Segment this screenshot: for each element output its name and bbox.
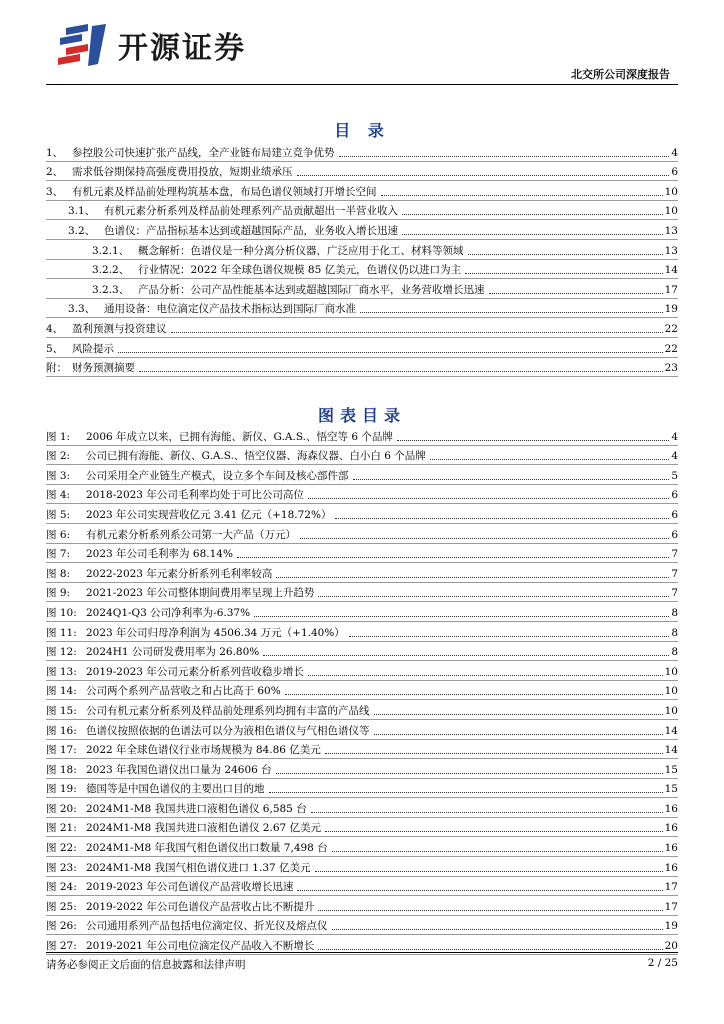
entry-title: 有机元素及样品前处理构筑基本盘，布局色谱仪领域打开增长空间 [72,185,377,198]
dot-leader [237,556,669,558]
figure-entry[interactable] [46,740,678,760]
entry-page: 15 [664,783,678,796]
entry-number: 图 22: [46,842,77,855]
entry-title: 2023 年公司毛利率为 68.14% [86,548,233,561]
entry-page: 5 [671,469,678,482]
entry-page: 10 [664,704,678,717]
entry-number: 图 6: [46,528,71,541]
entry-page: 13 [664,244,678,257]
entry-page: 8 [671,626,678,639]
dot-leader [300,537,669,539]
entry-number: 图 11: [46,626,77,639]
dot-leader [349,635,670,637]
entry-title: 2022 年全球色谱仪行业市场规模为 84.86 亿美元 [86,744,321,757]
entry-title: 2019-2023 年公司色谱仪产品营收增长迅速 [86,881,294,894]
entry-number: 图 2: [46,450,71,463]
figure-entry[interactable] [46,642,678,662]
entry-number: 3.3、 [68,303,96,316]
entry-page: 19 [664,303,678,316]
figure-entry[interactable] [46,798,678,818]
entry-page: 20 [664,940,678,953]
figure-entry[interactable] [46,426,678,446]
dot-leader [397,439,669,441]
dot-leader [297,174,670,176]
dot-leader [360,311,663,313]
figure-entry[interactable] [46,916,678,936]
dot-leader [339,155,670,157]
entry-number: 1、 [46,146,64,159]
entry-title: 2024M1-M8 我国共进口液相色谱仪 6,585 台 [86,802,307,815]
entry-page: 16 [664,822,678,835]
figure-entry[interactable] [46,857,678,877]
entry-number: 3.2.2、 [92,264,130,277]
entry-number: 5、 [46,342,64,355]
dot-leader [325,752,663,754]
entry-number: 图 18: [46,763,77,776]
footer-rule [46,952,678,953]
entry-page: 19 [664,920,678,933]
report-type-label: 北交所公司深度报告 [571,68,670,81]
dot-leader [332,850,663,852]
dot-leader [171,331,663,333]
figure-entry[interactable] [46,563,678,583]
dot-leader [311,811,663,813]
figure-entry[interactable] [46,759,678,779]
entry-number: 图 17: [46,744,77,757]
entry-title: 参控股公司快速扩张产品线，全产业链布局建立竞争优势 [72,146,335,159]
entry-title: 2023 年公司归母净利润为 4506.34 万元（+1.40%） [86,626,345,639]
dot-leader [430,458,670,460]
entry-title: 2022-2023 年元素分析系列毛利率较高 [86,567,273,580]
toc-title: 目 录 [334,121,390,140]
entry-page: 14 [664,724,678,737]
entry-title: 风险提示 [72,342,114,355]
header-rule [46,84,678,85]
entry-title: 德国等是中国色谱仪的主要出口目的地 [86,783,265,796]
entry-number: 2、 [46,166,64,179]
entry-number: 3.2.1、 [92,244,130,257]
entry-number: 图 15: [46,704,77,717]
dot-leader [254,615,669,617]
entry-title: 需求低谷期保持高强度费用投放，短期业绩承压 [72,166,293,179]
dot-leader [325,830,663,832]
entry-page: 16 [664,861,678,874]
page-number: 2 / 25 [647,957,678,969]
figure-entry[interactable] [46,602,678,622]
figure-entry[interactable] [46,681,678,701]
entry-title: 通用设备：电位滴定仪产品技术指标达到国际厂商水准 [104,303,356,316]
toc-entry[interactable] [46,181,678,201]
toc-entry[interactable] [46,220,678,240]
entry-title: 行业情况：2022 年全球色谱仪规模 85 亿美元，色谱仪仍以进口为主 [138,264,462,277]
entry-page: 4 [671,450,678,463]
entry-number: 图 25: [46,900,77,913]
entry-page: 6 [671,489,678,502]
entry-number: 图 5: [46,508,71,521]
toc-entry[interactable] [46,240,678,260]
entry-page: 16 [664,802,678,815]
toc-entry[interactable] [46,318,678,338]
entry-number: 图 7: [46,548,71,561]
entry-number: 图 13: [46,665,77,678]
entry-page: 6 [671,528,678,541]
entry-page: 7 [671,548,678,561]
entry-number: 图 10: [46,606,77,619]
entry-title: 2023 年我国色谱仪出口量为 24606 台 [86,763,272,776]
dot-leader [308,497,669,499]
entry-title: 色谱仪：产品指标基本达到或超越国际产品，业务收入增长迅速 [104,224,398,237]
toc-entry[interactable] [46,338,678,358]
toc-entry[interactable] [46,260,678,280]
dot-leader [118,351,663,353]
dot-leader [489,292,663,294]
entry-title: 2019-2022 年公司色谱仪产品营收占比不断提升 [86,900,315,913]
brand-logo [58,22,246,68]
entry-title: 2019-2023 年公司元素分析系列营收稳步增长 [86,665,304,678]
entry-page: 4 [671,146,678,159]
toc-list [46,142,678,377]
dot-leader [269,791,663,793]
dot-leader [276,772,663,774]
logo-mark-icon [58,24,108,66]
dot-leader [308,674,663,676]
dot-leader [374,713,663,715]
figure-entry[interactable] [46,720,678,740]
toc-entry[interactable] [46,299,678,319]
entry-page: 7 [671,567,678,580]
entry-title: 2024M1-M8 我国气相色谱仪进口 1.37 亿美元 [86,861,311,874]
dot-leader [318,909,662,911]
entry-page: 7 [671,587,678,600]
entry-title: 产品分析：公司产品性能基本达到或超越国际厂商水平，业务营收增长迅速 [138,283,485,296]
figure-entry[interactable] [46,622,678,642]
dot-leader [285,693,663,695]
entry-number: 图 9: [46,587,71,600]
toc-entry[interactable] [46,201,678,221]
toc-entry[interactable] [46,358,678,378]
dot-leader [139,370,663,372]
entry-page: 14 [664,264,678,277]
figure-entry[interactable] [46,661,678,681]
dot-leader [318,948,662,950]
entry-page: 23 [664,362,678,375]
entry-number: 图 27: [46,940,77,953]
entry-title: 公司两个系列产品营收之和占比高于 60% [86,685,281,698]
brand-name: 开源证券 [118,31,246,66]
entry-number: 图 24: [46,881,77,894]
entry-title: 盈利预测与投资建议 [72,322,167,335]
entry-number: 图 14: [46,685,77,698]
entry-page: 6 [671,508,678,521]
figure-entry[interactable] [46,837,678,857]
figure-entry[interactable] [46,896,678,916]
entry-number: 图 1: [46,430,71,443]
entry-page: 22 [664,322,678,335]
footer-disclaimer: 请务必参阅正文后面的信息披露和法律声明 [46,959,246,971]
figures-title: 图表目录 [317,406,406,425]
dot-leader [276,576,669,578]
entry-page: 10 [664,185,678,198]
entry-title: 2018-2023 年公司毛利率均处于可比公司高位 [86,489,304,502]
entry-number: 图 23: [46,861,77,874]
figure-entry[interactable] [46,465,678,485]
entry-number: 图 26: [46,920,77,933]
entry-number: 图 8: [46,567,71,580]
entry-page: 10 [664,665,678,678]
figure-entry[interactable] [46,485,678,505]
entry-number: 3.2.3、 [92,283,130,296]
entry-number: 图 21: [46,822,77,835]
entry-title: 公司已拥有海能、新仪、G.A.S.、悟空仪器、海森仪器、白小白 6 个品牌 [86,450,426,463]
entry-number: 3、 [46,185,64,198]
entry-title: 2023 年公司实现营收亿元 3.41 亿元（+18.72%） [86,508,332,521]
entry-number: 4、 [46,322,64,335]
figures-list [46,426,678,955]
entry-page: 6 [671,166,678,179]
toc-entry[interactable] [46,142,678,162]
entry-title: 2006 年成立以来，已拥有海能、新仪、G.A.S.、悟空等 6 个品牌 [86,430,393,443]
entry-title: 有机元素分析系列及样品前处理系列产品贡献超出一半营业收入 [104,205,398,218]
entry-number: 附： [46,362,67,375]
figure-entry[interactable] [46,583,678,603]
dot-leader [297,889,662,891]
entry-number: 3.2、 [68,224,96,237]
entry-page: 16 [664,842,678,855]
entry-title: 色谱仪按照依据的色谱法可以分为液相色谱仪与气相色谱仪等 [86,724,370,737]
entry-page: 10 [664,685,678,698]
entry-title: 2021-2023 年公司整体期间费用率呈现上升趋势 [86,587,315,600]
entry-page: 17 [664,900,678,913]
entry-title: 2024M1-M8 我国共进口液相色谱仪 2.67 亿美元 [86,822,322,835]
dot-leader [335,517,669,519]
figure-entry[interactable] [46,524,678,544]
entry-title: 2024Q1-Q3 公司净利率为-6.37% [86,606,251,619]
entry-page: 8 [671,606,678,619]
entry-number: 图 4: [46,489,71,502]
dot-leader [263,654,669,656]
dot-leader [381,194,663,196]
entry-number: 3.1、 [68,205,96,218]
entry-page: 17 [664,283,678,296]
entry-page: 17 [664,881,678,894]
entry-page: 15 [664,763,678,776]
dot-leader [402,233,663,235]
entry-title: 2019-2021 年公司电位滴定仪产品收入不断增长 [86,940,315,953]
entry-title: 公司通用系列产品包括电位滴定仪、折光仪及熔点仪 [86,920,328,933]
dot-leader [353,478,670,480]
dot-leader [315,870,663,872]
entry-title: 公司有机元素分析系列及样品前处理系列均拥有丰富的产品线 [86,704,370,717]
entry-number: 图 12: [46,646,77,659]
dot-leader [465,272,663,274]
entry-page: 10 [664,205,678,218]
figure-entry[interactable] [46,877,678,897]
figure-entry[interactable] [46,544,678,564]
entry-page: 14 [664,744,678,757]
figure-entry[interactable] [46,818,678,838]
entry-page: 22 [664,342,678,355]
entry-number: 图 16: [46,724,77,737]
dot-leader [402,213,663,215]
figure-entry[interactable] [46,504,678,524]
entry-page: 4 [671,430,678,443]
figure-entry[interactable] [46,446,678,466]
figure-entry[interactable] [46,779,678,799]
figure-entry[interactable] [46,700,678,720]
entry-title: 公司采用全产业链生产模式，设立多个车间及核心部件部 [86,469,349,482]
entry-page: 8 [671,646,678,659]
toc-entry[interactable] [46,279,678,299]
dot-leader [468,253,663,255]
dot-leader [332,928,663,930]
dot-leader [318,595,669,597]
entry-page: 13 [664,224,678,237]
entry-title: 有机元素分析系列系公司第一大产品（万元） [86,528,296,541]
entry-title: 2024M1-M8 年我国气相色谱仪出口数量 7,498 台 [86,842,328,855]
entry-number: 图 19: [46,783,77,796]
entry-number: 图 20: [46,802,77,815]
page-header [0,0,724,90]
entry-title: 概念解析：色谱仪是一种分离分析仪器，广泛应用于化工、材料等领域 [138,244,464,257]
dot-leader [374,733,663,735]
toc-entry[interactable] [46,162,678,182]
entry-number: 图 3: [46,469,71,482]
entry-title: 2024H1 公司研发费用率为 26.80% [86,646,260,659]
entry-title: 财务预测摘要 [72,362,135,375]
